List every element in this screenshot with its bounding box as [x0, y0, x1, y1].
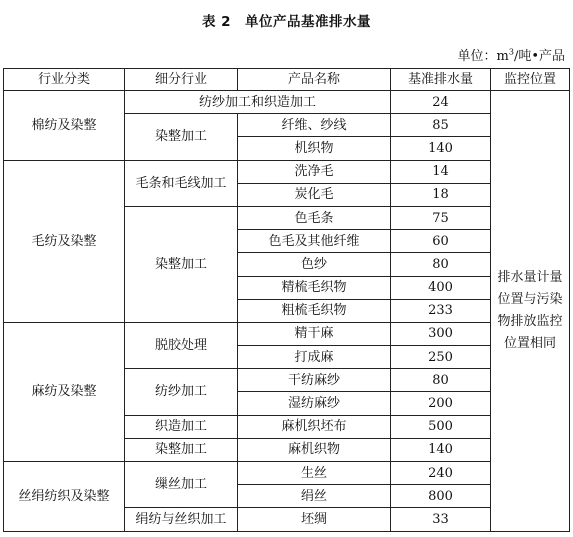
product-cell: 炭化毛: [238, 183, 391, 206]
product-cell: 麻机织坯布: [238, 415, 391, 438]
table-row: [4, 91, 570, 114]
value-cell: 500: [391, 415, 491, 438]
subcategory-cell: 纺纱加工和织造加工: [125, 91, 391, 114]
product-cell: 生丝: [238, 462, 391, 485]
value-cell: 233: [391, 299, 491, 322]
product-cell: 色毛及其他纤维: [238, 230, 391, 253]
value-cell: 250: [391, 346, 491, 369]
table-row: [4, 462, 570, 485]
product-cell: 坯绸: [238, 508, 391, 531]
table-number: 表 2: [201, 14, 232, 30]
product-cell: 麻机织物: [238, 438, 391, 461]
category-cell: 丝绢纺织及染整: [4, 462, 125, 532]
value-cell: 140: [391, 137, 491, 160]
monitor-note-cell: 排水量计量位置与污染物排放监控位置相同: [491, 91, 570, 532]
subcategory-cell: 毛条和毛线加工: [125, 160, 238, 206]
subcategory-cell: 缫丝加工: [125, 462, 238, 508]
table-row: [4, 160, 570, 183]
category-cell: 毛纺及染整: [4, 160, 125, 322]
value-cell: 240: [391, 462, 491, 485]
value-cell: 140: [391, 438, 491, 461]
subcategory-cell: 染整加工: [125, 114, 238, 160]
category-cell: 棉纺及染整: [4, 91, 125, 161]
water-discharge-table: [3, 68, 570, 532]
value-cell: 800: [391, 485, 491, 508]
header-subcategory: 细分行业: [125, 69, 238, 91]
product-cell: 粗梳毛织物: [238, 299, 391, 322]
value-cell: 60: [391, 230, 491, 253]
product-cell: 湿纺麻纱: [238, 392, 391, 415]
subcategory-cell: 染整加工: [125, 438, 238, 461]
value-cell: 200: [391, 392, 491, 415]
category-cell: 麻纺及染整: [4, 322, 125, 461]
product-cell: 精干麻: [238, 322, 391, 345]
product-cell: 色纱: [238, 253, 391, 276]
subcategory-cell: 织造加工: [125, 415, 238, 438]
product-cell: 色毛条: [238, 206, 391, 229]
product-cell: 洗净毛: [238, 160, 391, 183]
header-category: 行业分类: [4, 69, 125, 91]
product-cell: 打成麻: [238, 346, 391, 369]
table-row: [4, 322, 570, 345]
value-cell: 24: [391, 91, 491, 114]
value-cell: 18: [391, 183, 491, 206]
subcategory-cell: 染整加工: [125, 206, 238, 322]
subcategory-cell: 纺纱加工: [125, 369, 238, 415]
table-header-row: [4, 69, 570, 91]
product-cell: 精梳毛织物: [238, 276, 391, 299]
value-cell: 85: [391, 114, 491, 137]
value-cell: 400: [391, 276, 491, 299]
unit-label: 单位：$m^3/$吨•产品: [457, 47, 565, 64]
value-cell: 75: [391, 206, 491, 229]
header-product: 产品名称: [238, 69, 391, 91]
value-cell: 80: [391, 369, 491, 392]
table-title: [0, 10, 573, 30]
product-cell: 纤维、纱线: [238, 114, 391, 137]
product-cell: 机织物: [238, 137, 391, 160]
value-cell: 14: [391, 160, 491, 183]
header-discharge: 基准排水量: [391, 69, 491, 91]
header-monitor: 监控位置: [491, 69, 570, 91]
value-cell: 80: [391, 253, 491, 276]
table-title-text: 单位产品基准排水量: [245, 14, 372, 30]
value-cell: 300: [391, 322, 491, 345]
subcategory-cell: 脱胶处理: [125, 322, 238, 368]
subcategory-cell: 绢纺与丝织加工: [125, 508, 238, 531]
product-cell: 干纺麻纱: [238, 369, 391, 392]
value-cell: 33: [391, 508, 491, 531]
product-cell: 绢丝: [238, 485, 391, 508]
